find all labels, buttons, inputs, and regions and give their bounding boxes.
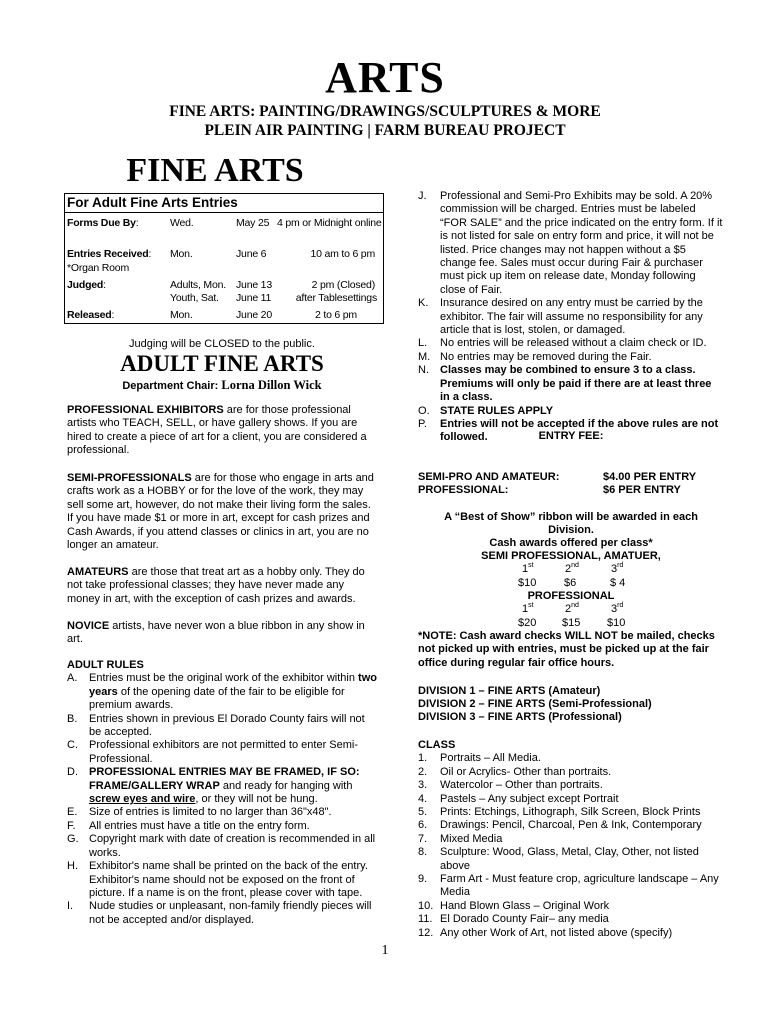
class-item: 8. Sculpture: Wood, Glass, Metal, Clay, Other, not listed above	[418, 846, 699, 872]
place-3rd: 3rd	[611, 562, 624, 575]
class-item: 5. Prints: Etchings, Lithograph, Silk Screen, Block Prints	[418, 806, 701, 819]
schedule-divider	[65, 212, 383, 213]
rule-a: A. Entries must be the original work of the exhibitor within two years of the opening date of the fair to be eligible for premium awards.	[67, 672, 377, 712]
schedule-box	[64, 193, 384, 324]
fee-semipro-value: $4.00 PER ENTRY	[603, 471, 697, 483]
place-1st: 1st	[522, 562, 534, 575]
subtitle-line-1: FINE ARTS: PAINTING/DRAWINGS/SCULPTURES & MORE	[169, 103, 601, 120]
rules-list-right	[418, 190, 724, 445]
class-section	[418, 739, 724, 940]
place-2nd: 2nd	[565, 562, 579, 575]
rule-i: I. Nude studies or unpleasant, non-family friendly pieces will not be accepted and/or displayed.	[67, 900, 372, 926]
schedule-day-received: Mon.	[170, 248, 193, 260]
adult-rules-section	[67, 659, 377, 927]
section-title: FINE ARTS	[126, 152, 304, 189]
novice-paragraph: NOVICE artists, have never won a blue ribbon in any show in art.	[67, 620, 365, 646]
class-heading: CLASS	[418, 739, 456, 751]
pro-place-2nd: 2nd	[565, 602, 579, 615]
pro-place-1st: 1st	[522, 602, 534, 615]
class-item: 6. Drawings: Pencil, Charcoal, Pen & Ink, Contemporary	[418, 819, 702, 832]
best-of-show-line-1: A “Best of Show” ribbon will be awarded in each	[444, 511, 698, 523]
schedule-label-judged: Judged:	[67, 279, 106, 291]
class-list	[418, 752, 724, 940]
best-of-show-line-2: Division.	[548, 524, 594, 536]
rule-p: P. Entries will not be accepted if the above rules are not followed.	[418, 417, 719, 444]
pro-place-3rd: 3rd	[611, 602, 624, 615]
class-item: 7. Mixed Media	[418, 832, 503, 845]
schedule-label-released: Released:	[67, 309, 115, 321]
rule-g: G. Copyright mark with date of creation is recommended in all works.	[67, 833, 376, 859]
semi-amount-2nd: $6	[564, 577, 577, 589]
amateur-paragraph: AMATEURS are those that treat art as a hobby only. They do not take professional classes; they have never made any money in art, with the exception of cash prizes and awards.	[67, 566, 365, 605]
rule-o: O. STATE RULES APPLY	[418, 404, 554, 417]
pro-amount-2nd: $15	[562, 617, 581, 629]
pro-amount-1st: $20	[518, 617, 537, 629]
rule-m: M. No entries may be removed during the Fair.	[418, 350, 652, 363]
rule-d: D. PROFESSIONAL ENTRIES MAY BE FRAMED, IF SO: FRAME/GALLERY WRAP and ready for hanging with screw eyes and wire, or they will not be hung.	[67, 766, 360, 806]
schedule-date-received: June 6	[236, 248, 267, 260]
semipro-paragraph: SEMI-PROFESSIONALS are for those who engage in arts and crafts work as a HOBBY or for the love of the work, they may sell some art, however, do not make their living form the sales. If you have made $1 or more in art, except for cash prizes and Cash Awards, if you attend classes or clinics in art, you are no longer an amateur.	[67, 472, 374, 552]
rules-list-left	[67, 672, 377, 927]
cash-awards-line: Cash awards offered per class*	[489, 537, 653, 549]
cash-award-note: *NOTE: Cash award checks WILL NOT be mailed, checks not picked up with entries, must be picked up at the fair office during regular fair office hours.	[418, 630, 715, 669]
rule-l: L. No entries will be released without a claim check or ID.	[418, 337, 707, 350]
class-item: 12. Any other Work of Art, not listed above (specify)	[418, 926, 673, 939]
schedule-time-received: 10 am to 6 pm	[310, 248, 375, 260]
class-item: 3. Watercolor – Other than portraits.	[418, 779, 603, 792]
semi-amount-1st: $10	[518, 577, 537, 589]
schedule-date-judged-youth: June 11	[236, 292, 272, 304]
rule-k: K. Insurance desired on any entry must be carried by the exhibitor. The fair will assume no responsibility for any article that is lost, stolen, or damaged.	[418, 297, 703, 337]
adult-rules-heading: ADULT RULES	[67, 659, 144, 671]
schedule-label-received: Entries Received:	[67, 248, 152, 260]
professional-awards-heading: PROFESSIONAL	[527, 590, 615, 602]
class-item: 10. Hand Blown Glass – Original Work	[418, 899, 610, 912]
rule-j: J. Professional and Semi-Pro Exhibits may be sold. A 20% commission will be charged. Entries must be labeled “FOR SALE” and the price indicated on the entry form. If it is not listed for sale on entry form and price, it will not be listed. Price changes may not happen without a $5 change fee. Sales must occur during Fair & purchaser must pick up item on release date, Monday following close of Fair.	[418, 190, 723, 296]
rule-b: B. Entries shown in previous El Dorado County fairs will not be accepted.	[67, 712, 365, 739]
rule-n: N. Classes may be combined to ensure 3 to a class. Premiums will only be paid if there are at least three in a class.	[418, 364, 712, 404]
schedule-day-judged-youth: Youth, Sat.	[170, 292, 219, 304]
schedule-day-released: Mon.	[170, 309, 193, 321]
division-2: DIVISION 2 – FINE ARTS (Semi-Professional)	[418, 698, 652, 710]
schedule-time-judged-adults: 2 pm (Closed)	[311, 279, 375, 291]
professional-paragraph: PROFESSIONAL EXHIBITORS are for those professional artists who TEACH, SELL, or have gallery shows. If you are hired to create a piece of art for a client, you are considered a professional.	[67, 404, 367, 457]
class-item: 2. Oil or Acrylics- Other than portraits.	[418, 765, 612, 778]
division-1: DIVISION 1 – FINE ARTS (Amateur)	[418, 685, 601, 697]
class-item: 11. El Dorado County Fair– any media	[418, 913, 609, 926]
rule-f: F. All entries must have a title on the entry form.	[67, 819, 310, 832]
class-item: 1. Portraits – All Media.	[418, 752, 541, 765]
class-item: 9. Farm Art - Must feature crop, agriculture landscape – Any Media	[418, 873, 719, 899]
department-chair: Department Chair: Lorna Dillon Wick	[122, 378, 322, 392]
rule-e: E. Size of entries is limited to no larger than 36"x48".	[67, 806, 332, 819]
judging-closed-note: Judging will be CLOSED to the public.	[129, 338, 315, 350]
pro-amount-3rd: $10	[607, 617, 626, 629]
schedule-day-judged-adults: Adults, Mon.	[170, 279, 226, 291]
page-number: 1	[381, 943, 389, 958]
fee-pro-value: $6 PER ENTRY	[603, 484, 681, 496]
schedule-date-forms: May 25	[236, 217, 270, 229]
semi-professional-amateur-heading: SEMI PROFESSIONAL, AMATUER,	[481, 550, 661, 562]
schedule-date-released: June 20	[236, 309, 272, 321]
schedule-time-forms: 4 pm or Midnight online	[277, 217, 382, 229]
schedule-heading: For Adult Fine Arts Entries	[67, 195, 238, 210]
schedule-date-judged-adults: June 13	[236, 279, 272, 291]
class-item: 4. Pastels – Any subject except Portrait	[418, 792, 619, 805]
schedule-time-released: 2 to 6 pm	[315, 309, 357, 321]
fee-semipro-label: SEMI-PRO AND AMATEUR:	[418, 471, 560, 483]
schedule-note-organ-room: *Organ Room	[67, 262, 129, 274]
chair-name: Lorna Dillon Wick	[221, 378, 322, 392]
subtitle-line-2: PLEIN AIR PAINTING | FARM BUREAU PROJECT	[204, 122, 566, 139]
semi-amount-3rd: $ 4	[610, 577, 626, 589]
page-title: ARTS	[325, 53, 445, 102]
fee-pro-label: PROFESSIONAL:	[418, 484, 509, 496]
adult-fine-arts-title: ADULT FINE ARTS	[120, 351, 324, 376]
division-3: DIVISION 3 – FINE ARTS (Professional)	[418, 711, 622, 723]
rule-c: C. Professional exhibitors are not permitted to enter Semi-Professional.	[67, 739, 359, 765]
schedule-label-forms: Forms Due By:	[67, 217, 139, 229]
schedule-day-forms: Wed.	[170, 217, 194, 229]
rule-h: H. Exhibitor's name shall be printed on the back of the entry. Exhibitor's name should not be exposed on the front of picture. If a name is on the front, please cover with tape.	[67, 860, 368, 899]
schedule-time-judged-youth: after Tablesettings	[295, 292, 377, 304]
entry-fee-heading: ENTRY FEE:	[538, 430, 604, 442]
